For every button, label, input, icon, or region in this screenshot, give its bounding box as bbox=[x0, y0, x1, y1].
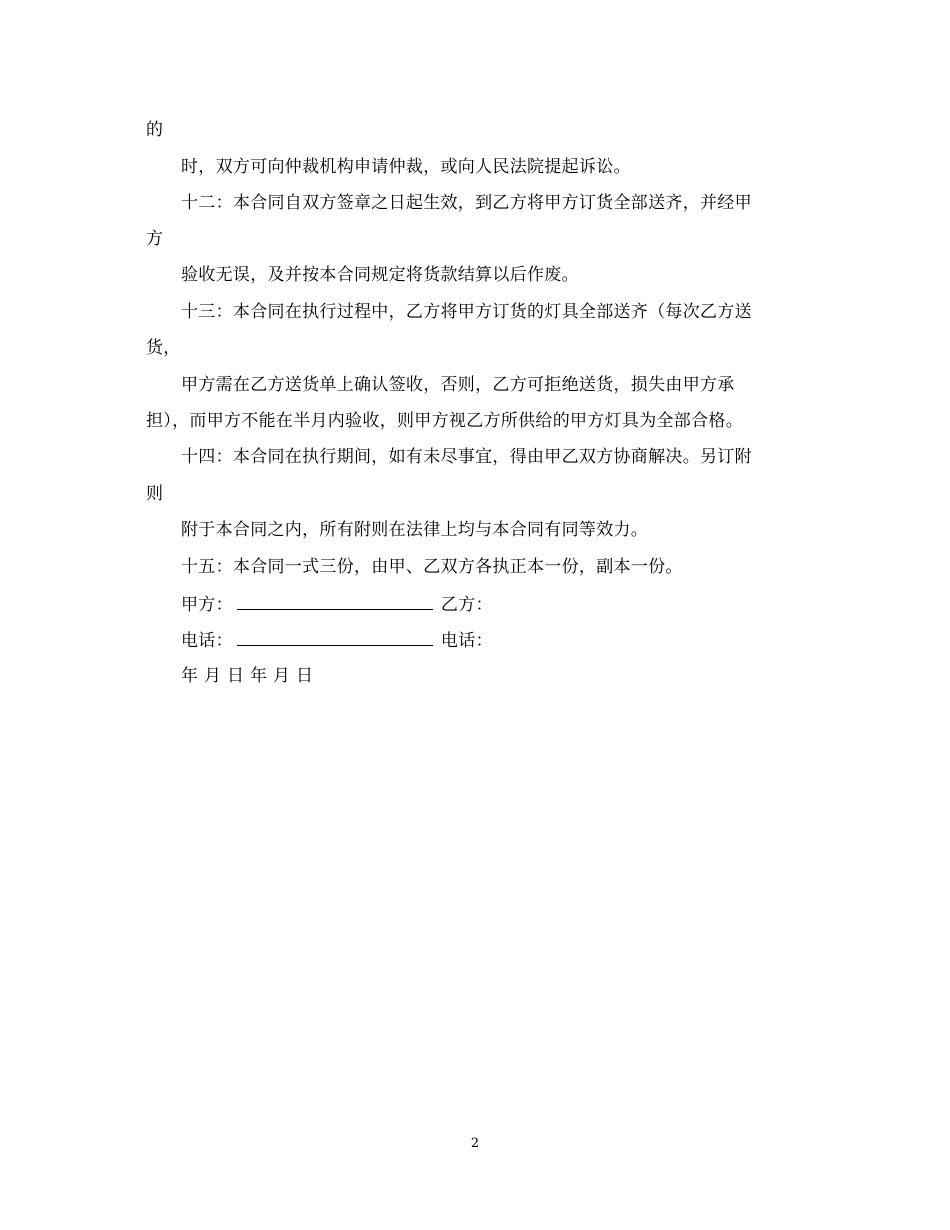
text-line: 时，双方可向仲裁机构申请仲裁，或向人民法院提起诉讼。 bbox=[181, 157, 631, 177]
phone-b-label: 电话： bbox=[440, 631, 493, 651]
party-a-signature-blank[interactable] bbox=[237, 594, 433, 610]
text-line: 甲方需在乙方送货单上确认签收，否则，乙方可拒绝送货，损失由甲方承 bbox=[181, 375, 735, 395]
text-line: 方 bbox=[146, 229, 164, 249]
date-line: 年 月 日 年 月 日 bbox=[181, 666, 314, 686]
text-line: 附于本合同之内，所有附则在法律上均与本合同有同等效力。 bbox=[181, 520, 649, 540]
text-line: 验收无误，及并按本合同规定将货款结算以后作废。 bbox=[181, 265, 579, 285]
clause-13: 十三：本合同在执行过程中，乙方将甲方订货的灯具全部送齐（每次乙方送 bbox=[181, 302, 752, 322]
phone-line bbox=[181, 630, 493, 651]
clause-15: 十五：本合同一式三份，由甲、乙双方各执正本一份，副本一份。 bbox=[181, 557, 683, 577]
text-line: 则 bbox=[146, 484, 164, 504]
party-a-label: 甲方： bbox=[181, 595, 233, 615]
phone-a-blank[interactable] bbox=[237, 630, 433, 646]
text-line: 的 bbox=[146, 120, 164, 140]
clause-14: 十四：本合同在执行期间，如有未尽事宜，得由甲乙双方协商解决。另订附 bbox=[181, 447, 752, 467]
party-b-label: 乙方： bbox=[440, 595, 493, 615]
text-line: 担），而甲方不能在半月内验收，则甲方视乙方所供给的甲方灯具为全部合格。 bbox=[146, 411, 743, 431]
party-line bbox=[181, 594, 493, 615]
page-number: 2 bbox=[470, 1136, 480, 1151]
clause-12: 十二：本合同自双方签章之日起生效，到乙方将甲方订货全部送齐，并经甲 bbox=[181, 193, 752, 213]
text-line: 货， bbox=[146, 338, 181, 358]
phone-a-label: 电话： bbox=[181, 631, 233, 651]
